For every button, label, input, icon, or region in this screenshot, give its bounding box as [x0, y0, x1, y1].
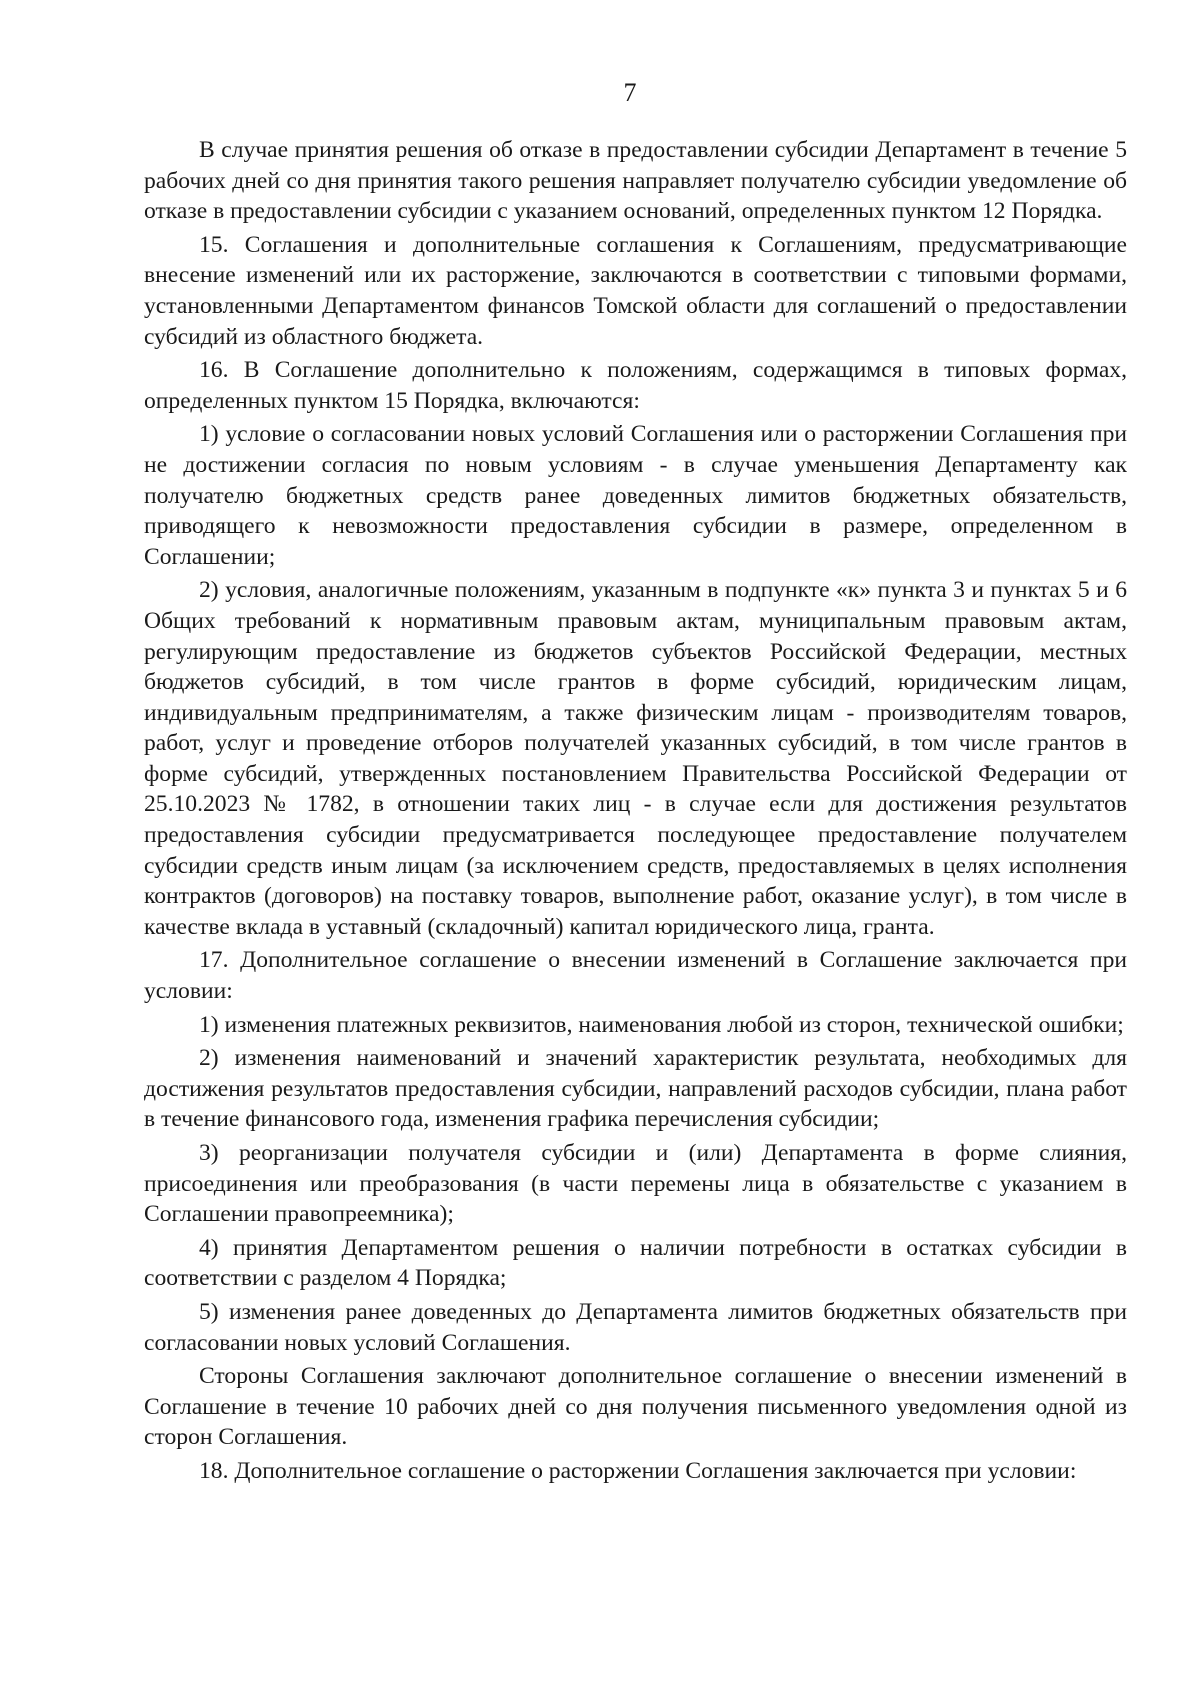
paragraph-17: 17. Дополнительное соглашение о внесении изменений в Соглашение заключается при условии:: [144, 947, 1127, 1005]
paragraph-15: 15. Соглашения и дополнительные соглашения к Соглашениям, предусматривающие внесение изменений или их расторжение, заключаются в соответствии с типовыми формами, установленными Департаментом финансов Томской области для соглашений о предоставлении субсидий из областного бюджета.: [144, 231, 1127, 350]
paragraph-17-item-2: 2) изменения наименований и значений характеристик результата, необходимых для достижения результатов предоставления субсидии, направлений расходов субсидии, плана работ в течение финансового года, изменения графика перечисления субсидии;: [144, 1045, 1127, 1133]
paragraph-refusal-notice: В случае принятия решения об отказе в предоставлении субсидии Департамент в течение 5 рабочих дней со дня принятия такого решения направляет получателю субсидии уведомление об отказе в предоставлении субсидии с указанием оснований, определенных пунктом 12 Порядка.: [144, 137, 1127, 225]
paragraph-18: 18. Дополнительное соглашение о расторжении Соглашения заключается при условии:: [199, 1457, 1077, 1484]
paragraph-17-item-3: 3) реорганизации получателя субсидии и (или) Департамента в форме слияния, присоединения или преобразования (в части перемены лица в обязательстве с указанием в Соглашении правопреемника);: [144, 1140, 1127, 1228]
paragraph-16-item-1: 1) условие о согласовании новых условий Соглашения или о расторжении Соглашения при не достижении согласия по новым условиям - в случае уменьшения Департаменту как получателю бюджетных средств ранее доведенных лимитов бюджетных обязательств, приводящего к невозможности предоставления субсидии в размере, определенном в Соглашении;: [144, 421, 1127, 570]
page-number: 7: [623, 78, 637, 107]
paragraph-17-item-5: 5) изменения ранее доведенных до Департамента лимитов бюджетных обязательств при согласовании новых условий Соглашения.: [144, 1298, 1127, 1356]
paragraph-16: 16. В Соглашение дополнительно к положениям, содержащимся в типовых формах, определенных пунктом 15 Порядка, включаются:: [144, 357, 1127, 414]
document-body: [144, 135, 1127, 1490]
paragraph-16-item-2: 2) условия, аналогичные положениям, указанным в подпункте «к» пункта 3 и пунктах 5 и 6 Общих требований к нормативным правовым актам, муниципальным правовым актам, регулирующим предоставление из бюджетов субъектов Российской Федерации, местных бюджетов субсидий, в том числе грантов в форме субсидий, юридическим лицам, индивидуальным предпринимателям, а также физическим лицам - производителям товаров, работ, услуг и проведение отборов получателей указанных субсидий, в том числе грантов в форме субсидий, утвержденных постановлением Правительства Российской Федерации от 25.10.2023 № 1782, в отношении таких лиц - в случае если для достижения результатов предоставления субсидии предусматривается последующее предоставление получателем субсидии средств иным лицам (за исключением средств, предоставляемых в целях исполнения контрактов (договоров) на поставку товаров, выполнение работ, оказание услуг), в том числе в качестве вклада в уставный (складочный) капитал юридического лица, гранта.: [144, 577, 1127, 940]
paragraph-parties-agreement: Стороны Соглашения заключают дополнительное соглашение о внесении изменений в Соглашение в течение 10 рабочих дней со дня получения письменного уведомления одной из сторон Соглашения.: [144, 1363, 1127, 1451]
paragraph-17-item-1: 1) изменения платежных реквизитов, наименования любой из сторон, технической ошибки;: [199, 1011, 1124, 1038]
paragraph-17-item-4: 4) принятия Департаментом решения о наличии потребности в остатках субсидии в соответствии с разделом 4 Порядка;: [144, 1234, 1127, 1292]
